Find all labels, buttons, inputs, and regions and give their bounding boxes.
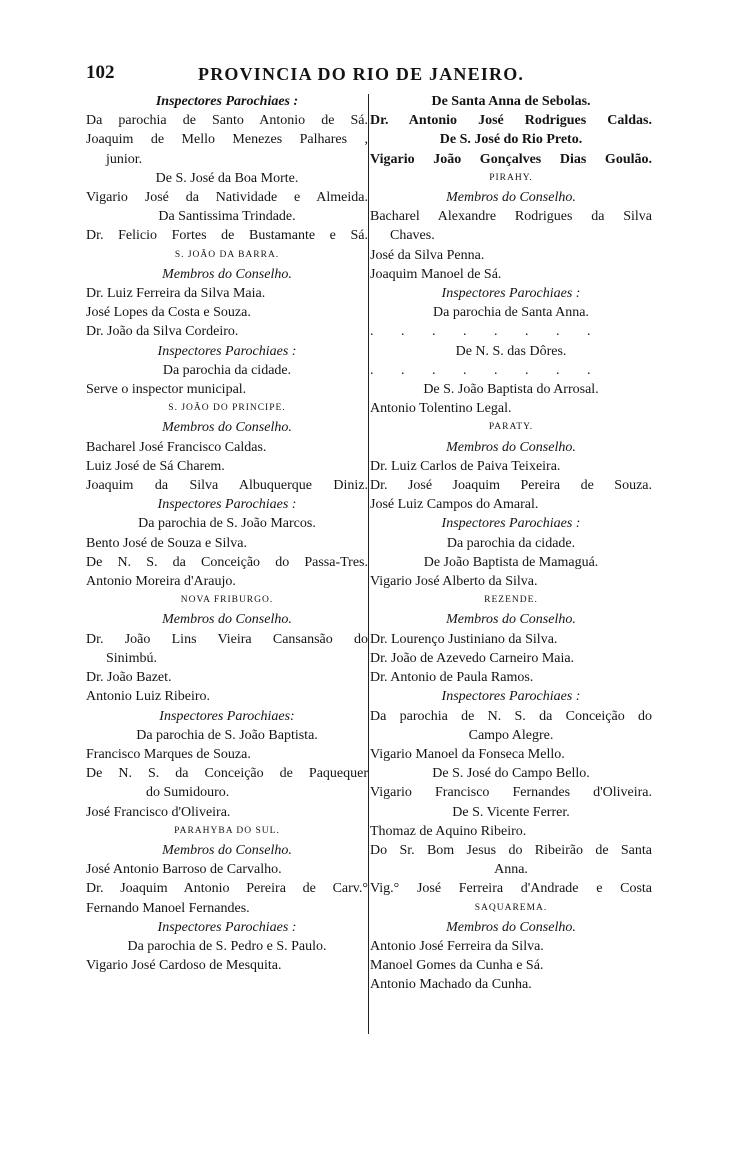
text-line: Da parochia de S. João Baptista.	[136, 727, 318, 743]
page-header	[86, 62, 546, 90]
text-line: Dr. João da Silva Cordeiro.	[86, 324, 239, 340]
text-line: Joaquim Manoel de Sá.	[370, 266, 502, 282]
text-line: Dr. João de Azevedo Carneiro Maia.	[370, 650, 575, 666]
subheading: Membros do Conselho.	[162, 266, 292, 282]
text-line: Dr. Luiz Ferreira da Silva Maia.	[86, 286, 266, 302]
subheading: Membros do Conselho.	[446, 190, 576, 206]
text-line: De S. José do Campo Bello.	[432, 766, 590, 782]
running-title: PROVINCIA DO RIO DE JANEIRO.	[198, 64, 525, 84]
section-heading: PIRAHY.	[489, 172, 533, 183]
subheading: Membros do Conselho.	[162, 420, 292, 436]
text-line: Da parochia de Santa Anna.	[433, 305, 589, 321]
text-line: Francisco Marques de Souza.	[86, 746, 251, 762]
text-line: Antonio Moreira d'Araujo.	[86, 574, 236, 590]
subheading: Inspectores Parochiaes:	[159, 708, 295, 724]
section-heading: PARATY.	[488, 422, 534, 433]
text-line: José Francisco d'Oliveira.	[86, 804, 231, 820]
text-line: De Santa Anna de Sebolas.	[431, 94, 591, 109]
text-line: Dr. Felicio Fortes de Bustamante e Sá.	[86, 228, 368, 244]
text-line: Da Santissima Trindade.	[158, 209, 296, 225]
text-line: Vigario José Alberto da Silva.	[370, 574, 538, 590]
text-line: Da parochia de S. João Marcos.	[138, 516, 316, 532]
text-line: Sinimbú.	[106, 650, 157, 666]
section-heading: REZENDE.	[484, 595, 538, 606]
subheading: Inspectores Parochiaes :	[441, 286, 581, 302]
section-heading: NOVA FRIBURGO.	[180, 595, 274, 606]
text-line: Antonio Luiz Ribeiro.	[86, 689, 211, 705]
text-line: De N. S. da Conceição de Paquequer	[86, 766, 368, 782]
text-line: Vigario Manoel da Fonseca Mello.	[370, 746, 565, 762]
subheading: Inspectores Parochiaes :	[157, 497, 297, 513]
text-line: Fernando Manoel Fernandes.	[86, 900, 250, 916]
text-line: junior.	[106, 151, 143, 167]
section-heading: PARAHYBA DO SUL.	[174, 825, 280, 836]
text-line: De João Baptista de Mamaguá.	[423, 554, 599, 570]
text-line: Luiz José de Sá Charem.	[86, 458, 225, 474]
text-line: Joaquim de Mello Menezes Palhares ,	[86, 132, 368, 148]
subheading: Inspectores Parochiaes :	[157, 919, 297, 935]
text-line: Manoel Gomes da Cunha e Sá.	[370, 958, 544, 974]
section-heading: S. JOÃO DO PRINCIPE.	[168, 403, 286, 414]
left-column	[86, 92, 368, 975]
subheading: Membros do Conselho.	[446, 612, 576, 628]
subheading: Inspectores Parochiaes :	[441, 516, 581, 532]
text-line: José Luiz Campos do Amaral.	[370, 497, 539, 513]
text-line: Vigario José da Natividade e Almeida.	[86, 190, 368, 206]
text-line: Dr. João Lins Vieira Cansansão do	[86, 631, 368, 647]
text-line: Dr. Antonio de Paula Ramos.	[370, 670, 534, 686]
text-line: Da parochia da cidade.	[446, 535, 576, 551]
right-column	[370, 92, 652, 995]
text-line: De N. S. da Conceição do Passa-Tres.	[86, 554, 368, 570]
text-line: Do Sr. Bom Jesus do Ribeirão de Santa	[370, 842, 652, 858]
text-line: Chaves.	[390, 228, 435, 244]
section-heading: S. JOÃO DA BARRA.	[174, 249, 280, 260]
text-line: Dr. Lourenço Justiniano da Silva.	[370, 631, 558, 647]
subheading: Membros do Conselho.	[162, 612, 292, 628]
text-line: Bacharel Alexandre Rodrigues da Silva	[370, 209, 652, 225]
text-line: José Lopes da Costa e Souza.	[86, 305, 251, 321]
text-line: Anna.	[494, 862, 528, 878]
subheading: Inspectores Parochiaes :	[155, 94, 299, 109]
text-line: De S. João Baptista do Arrosal.	[423, 382, 599, 398]
text-line: De S. José da Boa Morte.	[155, 170, 299, 186]
text-line: Dr. Luiz Carlos de Paiva Teixeira.	[370, 458, 561, 474]
text-line: Vigario José Cardoso de Mesquita.	[86, 958, 282, 974]
subheading: Inspectores Parochiaes :	[441, 689, 581, 705]
text-line: Da parochia da cidade.	[162, 362, 292, 378]
page-number: 102	[86, 62, 115, 83]
text-line: Antonio José Ferreira da Silva.	[370, 938, 544, 954]
column-divider	[368, 94, 369, 1034]
text-line: Antonio Machado da Cunha.	[370, 977, 532, 993]
text-line: Thomaz de Aquino Ribeiro.	[370, 823, 527, 839]
text-line: Dr. José Joaquim Pereira de Souza.	[370, 478, 652, 494]
text-line: Dr. Antonio José Rodrigues Caldas.	[370, 113, 652, 129]
subheading: Membros do Conselho.	[446, 439, 576, 455]
text-line: Vigario Francisco Fernandes d'Oliveira.	[370, 785, 652, 801]
text-line: Dr. Joaquim Antonio Pereira de Carv.°	[86, 881, 368, 897]
text-line: José Antonio Barroso de Carvalho.	[86, 862, 282, 878]
text-line: Antonio Tolentino Legal.	[370, 401, 512, 417]
text-line: Joaquim da Silva Albuquerque Diniz.	[86, 478, 368, 494]
text-line: Campo Alegre.	[468, 727, 554, 743]
text-line: Bacharel José Francisco Caldas.	[86, 439, 267, 455]
text-line: Vig.° José Ferreira d'Andrade e Costa	[370, 881, 652, 897]
subheading: Inspectores Parochiaes :	[157, 343, 297, 359]
text-line: Serve o inspector municipal.	[86, 382, 247, 398]
text-line: De S. José do Rio Preto.	[439, 132, 583, 148]
leader-dots: . . . . . . . .	[370, 362, 603, 378]
text-line: José da Silva Penna.	[370, 247, 485, 263]
text-line: Da parochia de S. Pedro e S. Paulo.	[127, 938, 327, 954]
section-heading: SAQUAREMA.	[474, 902, 548, 913]
text-line: Vigario João Gonçalves Dias Goulão.	[370, 151, 652, 167]
text-line: Bento José de Souza e Silva.	[86, 535, 247, 551]
text-line: Da parochia de Santo Antonio de Sá.	[86, 113, 368, 129]
text-line: do Sumidouro.	[146, 785, 230, 801]
leader-dots: . . . . . . . .	[370, 324, 603, 340]
text-line: De N. S. das Dôres.	[455, 343, 567, 359]
subheading: Membros do Conselho.	[162, 842, 292, 858]
text-line: Dr. João Bazet.	[86, 670, 172, 686]
subheading: Membros do Conselho.	[446, 919, 576, 935]
text-line: De S. Vicente Ferrer.	[452, 804, 570, 820]
text-line: Da parochia de N. S. da Conceição do	[370, 708, 652, 724]
